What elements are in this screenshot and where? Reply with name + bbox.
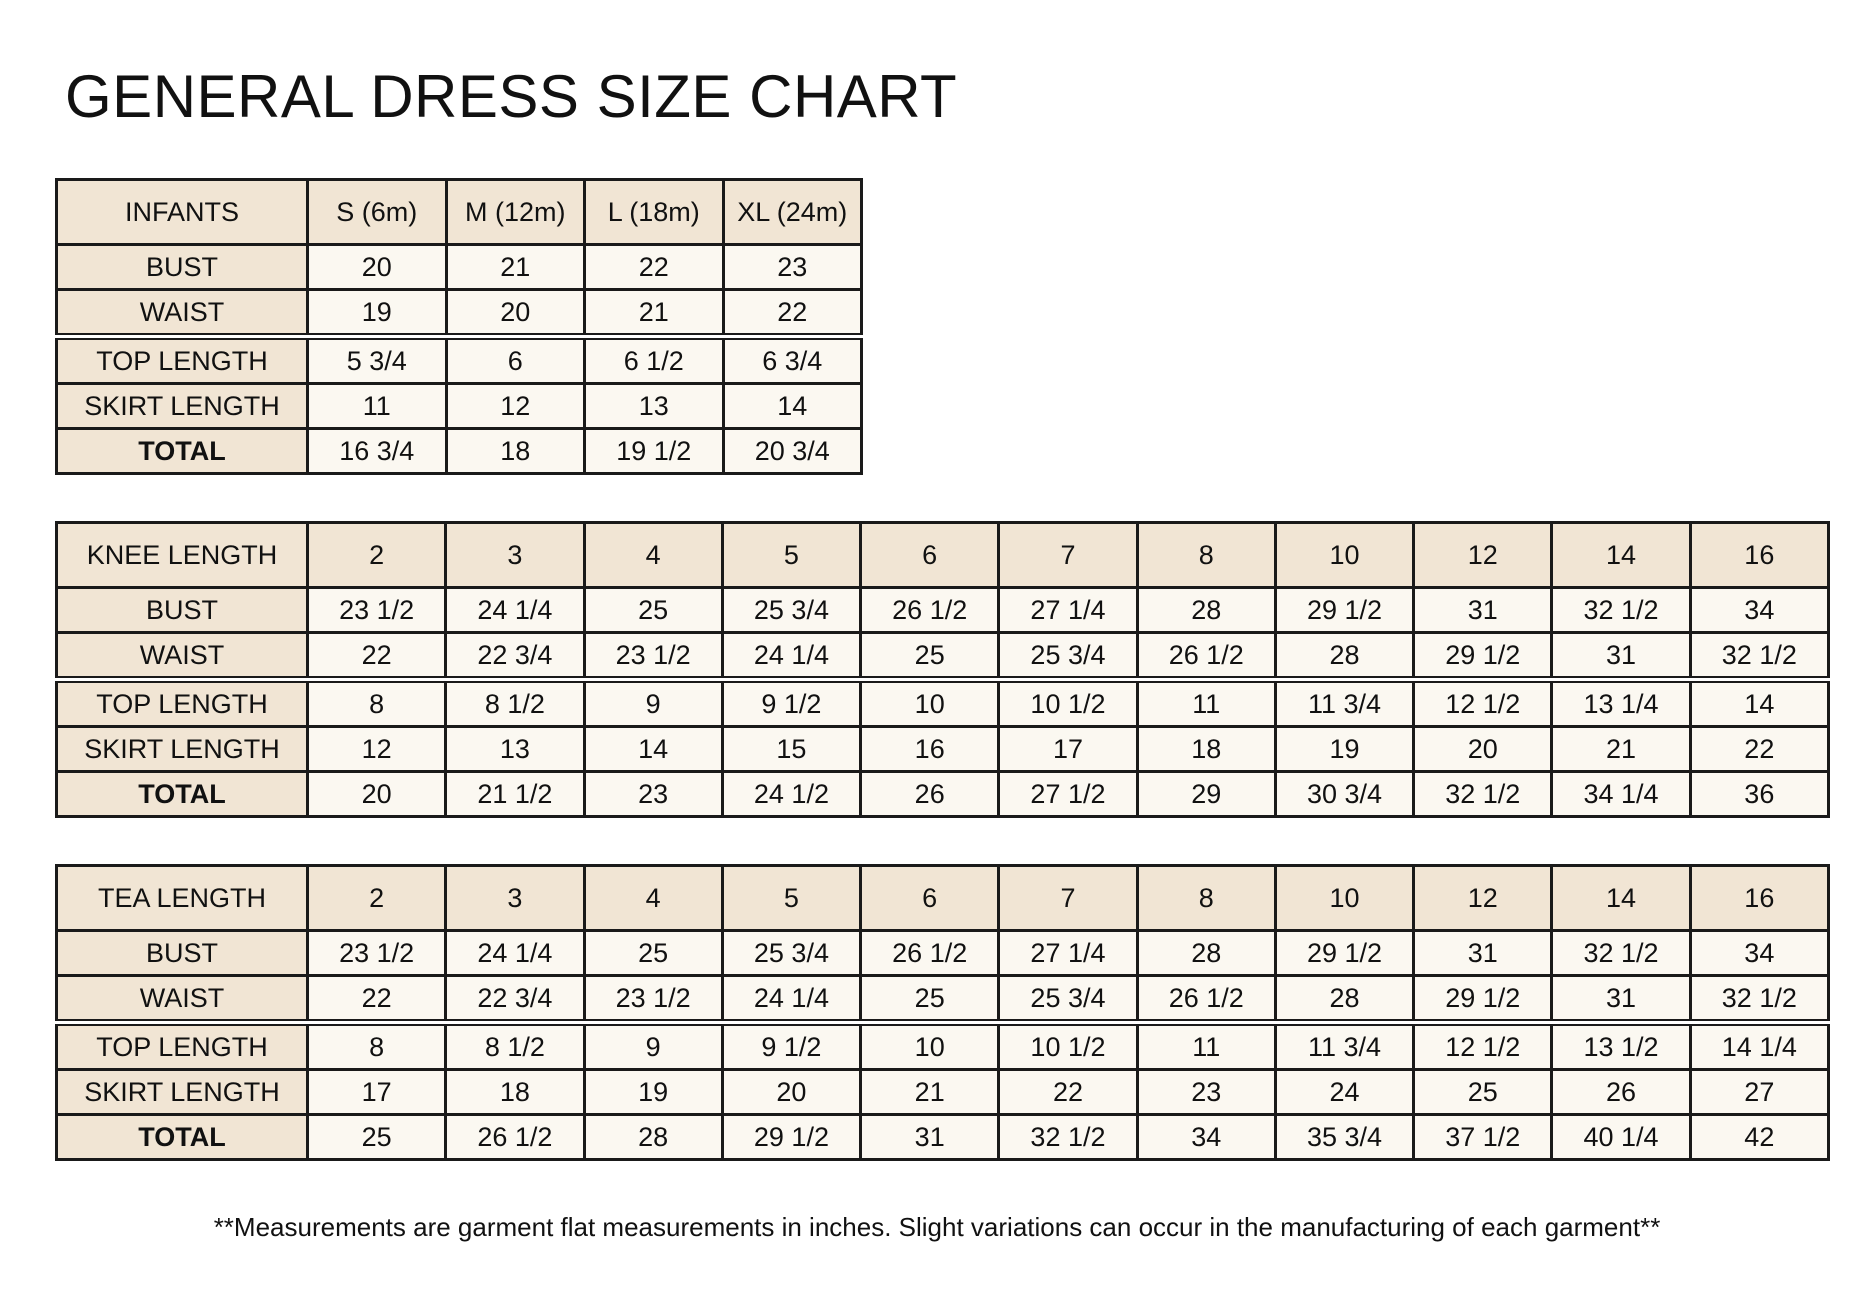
table-row	[57, 1070, 1829, 1115]
measurement-value-cell: 11 3/4	[1275, 1023, 1413, 1070]
measurement-value-cell: 20	[1414, 727, 1552, 772]
measurement-label-cell: TOP LENGTH	[57, 680, 308, 727]
measurement-value-cell: 22 3/4	[446, 976, 584, 1023]
measurement-value-cell: 34	[1690, 931, 1828, 976]
size-table-tea-length	[55, 864, 1830, 1161]
measurement-value-cell: 24 1/4	[446, 588, 584, 633]
size-header-cell: 8	[1137, 866, 1275, 931]
measurement-label-cell: TOP LENGTH	[57, 337, 308, 384]
measurement-value-cell: 28	[584, 1115, 722, 1160]
measurement-value-cell: 21	[446, 245, 585, 290]
measurement-label-cell: BUST	[57, 588, 308, 633]
table-row	[57, 727, 1829, 772]
measurement-value-cell: 25 3/4	[999, 976, 1137, 1023]
measurement-value-cell: 20	[308, 772, 446, 817]
measurement-value-cell: 36	[1690, 772, 1828, 817]
measurement-value-cell: 21	[585, 290, 724, 337]
measurement-value-cell: 9 1/2	[722, 1023, 860, 1070]
measurement-value-cell: 13	[446, 727, 584, 772]
measurement-value-cell: 21	[861, 1070, 999, 1115]
measurement-value-cell: 26	[1552, 1070, 1690, 1115]
measurement-value-cell: 10 1/2	[999, 1023, 1137, 1070]
measurement-value-cell: 37 1/2	[1414, 1115, 1552, 1160]
size-header-cell: 3	[446, 523, 584, 588]
table-header-row	[57, 866, 1829, 931]
measurement-value-cell: 23	[1137, 1070, 1275, 1115]
measurement-label-cell: BUST	[57, 245, 308, 290]
measurement-value-cell: 22	[999, 1070, 1137, 1115]
size-header-cell: 7	[999, 523, 1137, 588]
measurement-value-cell: 28	[1275, 976, 1413, 1023]
measurement-value-cell: 21 1/2	[446, 772, 584, 817]
measurement-value-cell: 18	[446, 1070, 584, 1115]
table-row	[57, 976, 1829, 1023]
measurement-footnote: **Measurements are garment flat measurements in inches. Slight variations can occur in the manufacturing of each garment**	[213, 1212, 1661, 1242]
measurement-value-cell: 16 3/4	[308, 429, 447, 474]
measurement-value-cell: 15	[722, 727, 860, 772]
measurement-value-cell: 20	[722, 1070, 860, 1115]
size-header-cell: L (18m)	[585, 180, 724, 245]
size-header-cell: XL (24m)	[723, 180, 862, 245]
measurement-value-cell: 12	[308, 727, 446, 772]
table-header-row	[57, 180, 862, 245]
measurement-label-cell: WAIST	[57, 290, 308, 337]
size-header-cell: 5	[722, 523, 860, 588]
table-row	[57, 290, 862, 337]
measurement-value-cell: 8 1/2	[446, 1023, 584, 1070]
measurement-value-cell: 22 3/4	[446, 633, 584, 680]
size-header-cell: 12	[1414, 523, 1552, 588]
measurement-value-cell: 19	[308, 290, 447, 337]
measurement-value-cell: 42	[1690, 1115, 1828, 1160]
size-table-infants	[55, 178, 863, 475]
measurement-value-cell: 26 1/2	[861, 931, 999, 976]
measurement-value-cell: 34 1/4	[1552, 772, 1690, 817]
table-row	[57, 633, 1829, 680]
measurement-value-cell: 35 3/4	[1275, 1115, 1413, 1160]
measurement-value-cell: 29 1/2	[722, 1115, 860, 1160]
size-header-cell: 16	[1690, 866, 1828, 931]
measurement-value-cell: 9	[584, 680, 722, 727]
measurement-value-cell: 25 3/4	[722, 931, 860, 976]
measurement-value-cell: 22	[723, 290, 862, 337]
measurement-value-cell: 27	[1690, 1070, 1828, 1115]
measurement-value-cell: 24	[1275, 1070, 1413, 1115]
measurement-value-cell: 12 1/2	[1414, 680, 1552, 727]
measurement-value-cell: 14 1/4	[1690, 1023, 1828, 1070]
measurement-value-cell: 25	[308, 1115, 446, 1160]
table-row	[57, 429, 862, 474]
size-header-cell: 8	[1137, 523, 1275, 588]
size-header-cell: 4	[584, 866, 722, 931]
measurement-value-cell: 23 1/2	[584, 976, 722, 1023]
table-row	[57, 337, 862, 384]
measurement-value-cell: 25	[584, 588, 722, 633]
measurement-value-cell: 5 3/4	[308, 337, 447, 384]
measurement-value-cell: 31	[1414, 588, 1552, 633]
table-row	[57, 245, 862, 290]
measurement-value-cell: 6 3/4	[723, 337, 862, 384]
measurement-value-cell: 6 1/2	[585, 337, 724, 384]
measurement-value-cell: 12 1/2	[1414, 1023, 1552, 1070]
measurement-label-cell: BUST	[57, 931, 308, 976]
size-header-cell: 10	[1275, 523, 1413, 588]
category-header-cell: INFANTS	[57, 180, 308, 245]
measurement-value-cell: 11	[308, 384, 447, 429]
measurement-value-cell: 23	[584, 772, 722, 817]
measurement-value-cell: 17	[999, 727, 1137, 772]
measurement-value-cell: 28	[1137, 931, 1275, 976]
table-row	[57, 384, 862, 429]
measurement-value-cell: 26 1/2	[1137, 633, 1275, 680]
table-row	[57, 1023, 1829, 1070]
measurement-value-cell: 31	[861, 1115, 999, 1160]
category-header-cell: TEA LENGTH	[57, 866, 308, 931]
measurement-value-cell: 34	[1137, 1115, 1275, 1160]
table-row	[57, 772, 1829, 817]
measurement-value-cell: 29	[1137, 772, 1275, 817]
measurement-value-cell: 10	[861, 1023, 999, 1070]
measurement-label-cell: SKIRT LENGTH	[57, 384, 308, 429]
measurement-value-cell: 20	[446, 290, 585, 337]
size-header-cell: 7	[999, 866, 1137, 931]
measurement-value-cell: 28	[1275, 633, 1413, 680]
measurement-value-cell: 29 1/2	[1275, 931, 1413, 976]
measurement-value-cell: 29 1/2	[1414, 976, 1552, 1023]
measurement-value-cell: 10	[861, 680, 999, 727]
measurement-value-cell: 32 1/2	[999, 1115, 1137, 1160]
measurement-value-cell: 23 1/2	[308, 588, 446, 633]
measurement-value-cell: 25	[584, 931, 722, 976]
size-header-cell: 6	[861, 866, 999, 931]
measurement-value-cell: 22	[585, 245, 724, 290]
measurement-value-cell: 8 1/2	[446, 680, 584, 727]
size-header-cell: 6	[861, 523, 999, 588]
measurement-value-cell: 40 1/4	[1552, 1115, 1690, 1160]
measurement-value-cell: 8	[308, 1023, 446, 1070]
size-header-cell: 4	[584, 523, 722, 588]
measurement-value-cell: 12	[446, 384, 585, 429]
size-header-cell: 14	[1552, 866, 1690, 931]
measurement-label-cell: TOTAL	[57, 772, 308, 817]
measurement-value-cell: 26 1/2	[861, 588, 999, 633]
measurement-value-cell: 24 1/4	[722, 976, 860, 1023]
measurement-label-cell: TOTAL	[57, 429, 308, 474]
measurement-value-cell: 20	[308, 245, 447, 290]
size-header-cell: 14	[1552, 523, 1690, 588]
measurement-value-cell: 32 1/2	[1552, 588, 1690, 633]
measurement-value-cell: 19	[1275, 727, 1413, 772]
size-header-cell: 12	[1414, 866, 1552, 931]
measurement-value-cell: 23 1/2	[308, 931, 446, 976]
measurement-value-cell: 22	[1690, 727, 1828, 772]
measurement-value-cell: 21	[1552, 727, 1690, 772]
measurement-value-cell: 18	[446, 429, 585, 474]
measurement-value-cell: 32 1/2	[1552, 931, 1690, 976]
size-header-cell: 2	[308, 523, 446, 588]
measurement-value-cell: 11	[1137, 1023, 1275, 1070]
measurement-value-cell: 31	[1414, 931, 1552, 976]
measurement-value-cell: 32 1/2	[1690, 976, 1828, 1023]
measurement-value-cell: 24 1/2	[722, 772, 860, 817]
measurement-label-cell: WAIST	[57, 633, 308, 680]
measurement-value-cell: 29 1/2	[1414, 633, 1552, 680]
size-header-cell: S (6m)	[308, 180, 447, 245]
measurement-label-cell: TOTAL	[57, 1115, 308, 1160]
measurement-value-cell: 24 1/4	[446, 931, 584, 976]
measurement-value-cell: 9 1/2	[722, 680, 860, 727]
measurement-value-cell: 9	[584, 1023, 722, 1070]
size-header-cell: 10	[1275, 866, 1413, 931]
measurement-value-cell: 25	[861, 976, 999, 1023]
table-row	[57, 680, 1829, 727]
measurement-value-cell: 19	[584, 1070, 722, 1115]
measurement-value-cell: 19 1/2	[585, 429, 724, 474]
measurement-label-cell: SKIRT LENGTH	[57, 1070, 308, 1115]
table-row	[57, 588, 1829, 633]
measurement-value-cell: 8	[308, 680, 446, 727]
measurement-value-cell: 14	[584, 727, 722, 772]
measurement-value-cell: 31	[1552, 633, 1690, 680]
measurement-value-cell: 29 1/2	[1275, 588, 1413, 633]
measurement-value-cell: 32 1/2	[1690, 633, 1828, 680]
measurement-value-cell: 10 1/2	[999, 680, 1137, 727]
table-row	[57, 1115, 1829, 1160]
size-header-cell: M (12m)	[446, 180, 585, 245]
measurement-value-cell: 27 1/4	[999, 931, 1137, 976]
table-header-row	[57, 523, 1829, 588]
measurement-value-cell: 27 1/2	[999, 772, 1137, 817]
measurement-value-cell: 14	[723, 384, 862, 429]
measurement-value-cell: 23 1/2	[584, 633, 722, 680]
measurement-value-cell: 30 3/4	[1275, 772, 1413, 817]
measurement-value-cell: 6	[446, 337, 585, 384]
measurement-value-cell: 26 1/2	[446, 1115, 584, 1160]
size-header-cell: 16	[1690, 523, 1828, 588]
measurement-value-cell: 13 1/4	[1552, 680, 1690, 727]
measurement-value-cell: 26	[861, 772, 999, 817]
measurement-value-cell: 11 3/4	[1275, 680, 1413, 727]
measurement-value-cell: 18	[1137, 727, 1275, 772]
measurement-value-cell: 25 3/4	[999, 633, 1137, 680]
measurement-value-cell: 17	[308, 1070, 446, 1115]
measurement-value-cell: 25	[1414, 1070, 1552, 1115]
size-header-cell: 2	[308, 866, 446, 931]
measurement-value-cell: 27 1/4	[999, 588, 1137, 633]
measurement-label-cell: SKIRT LENGTH	[57, 727, 308, 772]
measurement-value-cell: 31	[1552, 976, 1690, 1023]
measurement-value-cell: 16	[861, 727, 999, 772]
measurement-value-cell: 23	[723, 245, 862, 290]
table-row	[57, 931, 1829, 976]
size-header-cell: 3	[446, 866, 584, 931]
size-table-knee-length	[55, 521, 1830, 818]
measurement-value-cell: 13 1/2	[1552, 1023, 1690, 1070]
measurement-value-cell: 34	[1690, 588, 1828, 633]
measurement-value-cell: 28	[1137, 588, 1275, 633]
category-header-cell: KNEE LENGTH	[57, 523, 308, 588]
measurement-value-cell: 20 3/4	[723, 429, 862, 474]
measurement-value-cell: 25	[861, 633, 999, 680]
measurement-value-cell: 11	[1137, 680, 1275, 727]
measurement-label-cell: TOP LENGTH	[57, 1023, 308, 1070]
measurement-value-cell: 32 1/2	[1414, 772, 1552, 817]
page-title: GENERAL DRESS SIZE CHART	[65, 63, 958, 130]
measurement-value-cell: 13	[585, 384, 724, 429]
measurement-value-cell: 25 3/4	[722, 588, 860, 633]
measurement-value-cell: 24 1/4	[722, 633, 860, 680]
measurement-value-cell: 22	[308, 633, 446, 680]
measurement-value-cell: 22	[308, 976, 446, 1023]
measurement-value-cell: 14	[1690, 680, 1828, 727]
measurement-label-cell: WAIST	[57, 976, 308, 1023]
measurement-value-cell: 26 1/2	[1137, 976, 1275, 1023]
size-header-cell: 5	[722, 866, 860, 931]
